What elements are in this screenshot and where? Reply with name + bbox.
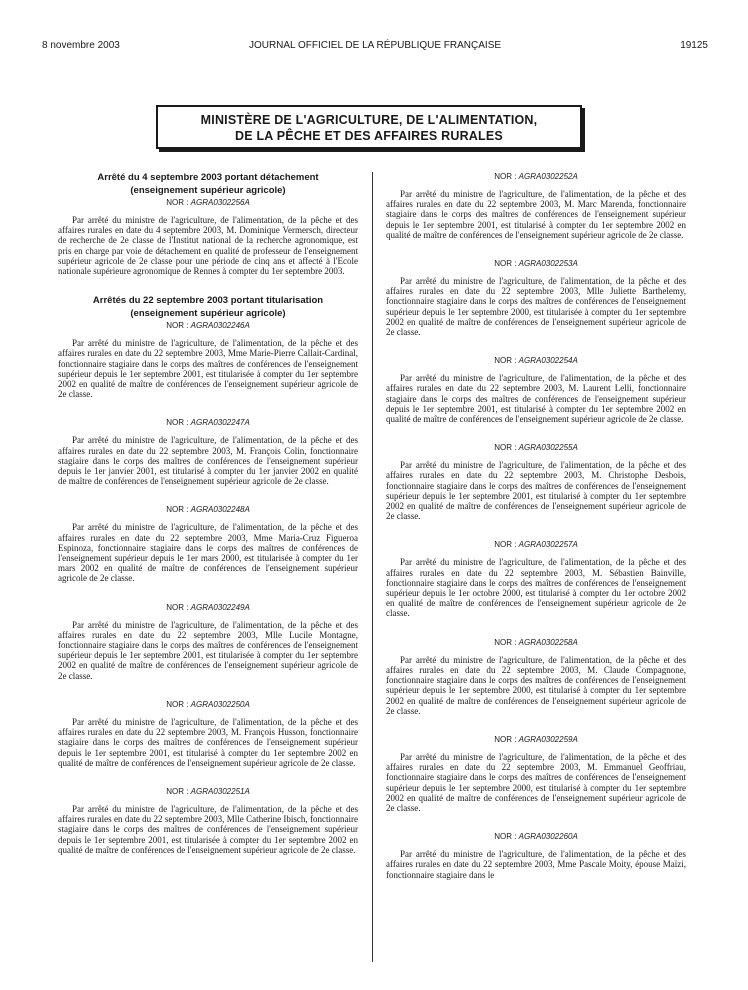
section-subtitle: (enseignement supérieur agricole) [130,308,286,320]
nor-code: AGRA0302259A [518,734,578,744]
nor-code: AGRA0302248A [190,505,250,515]
nor-reference [386,172,686,182]
nor-label: NOR : [166,602,189,612]
nor-code: AGRA0302257A [518,540,578,550]
decree-entry [386,832,686,880]
nor-code: AGRA0302258A [518,637,578,647]
decree-text: Par arrêté du ministre de l'agriculture, de l'alimentation, de la pêche et des affaires rurales en date du 22 septembre 2003, M. Laurent Lelli, fonctionnaire stagiaire dans le corps des maîtres de conférences de l'enseignement supérieur depuis le 1er septembre 2001, est titularisé à compter du 1er septembre 2002 en qualité de maître de conférences de l'enseignement supérieur agricole de 2e classe. [386,373,686,425]
decree-entry [386,540,686,618]
decree-text: Par arrêté du ministre de l'agriculture, de l'alimentation, de la pêche et des affaires rurales en date du 22 septembre 2003, Mme Maria-Cruz Figueroa Espinoza, fonctionnaire stagiaire dans le corps des maîtres de conférences de l'enseignement supérieur depuis le 1er mars 2000, est titularisée à compter du 1er mars 2002 en qualité de maître de conférences de l'enseignement supérieur agricole de 2e classe. [58,522,358,584]
nor-reference [386,832,686,842]
decree-text: Par arrêté du ministre de l'agriculture, de l'alimentation, de la pêche et des affaires rurales en date du 22 septembre 2003, M. Claude Compagnone, fonctionnaire stagiaire dans le corps des maîtres de conférences de l'enseignement supérieur depuis le 1er septembre 2000, est titularisé à compter du 1er septembre 2002 en qualité de maître de conférences de l'enseignement supérieur agricole de 2e classe. [386,654,686,716]
right-column [386,172,686,899]
journal-title: JOURNAL OFFICIEL DE LA RÉPUBLIQUE FRANÇAISE [248,40,502,51]
nor-label: NOR : [494,540,517,550]
nor-code: AGRA0302250A [190,699,250,709]
nor-label: NOR : [494,259,517,269]
ministry-heading-box [156,105,582,149]
nor-label: NOR : [166,699,189,709]
decree-entry [58,787,358,855]
decree-entry [58,505,358,583]
decree-text: Par arrêté du ministre de l'agriculture, de l'alimentation, de la pêche et des affaires rurales en date du 22 septembre 2003, M. François Husson, fonctionnaire stagiaire dans le corps des maîtres de conférences de l'enseignement supérieur depuis le 1er septembre 2001, est titularisé à compter du 1er septembre 2002 en qualité de maître de conférences de l'enseignement supérieur agricole de 2e classe. [58,716,358,768]
nor-label: NOR : [494,443,517,453]
nor-code: AGRA0302256A [190,198,250,207]
decree-entry [386,172,686,240]
nor-label: NOR : [494,172,517,181]
decree-text: Par arrêté du ministre de l'agriculture, de l'alimentation, de la pêche et des affaires rurales en date du 22 septembre 2003, M. Christophe Desbois, fonctionnaire stagiaire dans le corps des maîtres de conférences de l'enseignement supérieur depuis le 1er septembre 2001, est titularisé à compter du 1er septembre 2002 en qualité de maître de conférences de l'enseignement supérieur agricole de 2e classe. [386,460,686,522]
nor-reference [386,356,686,366]
decree-text: Par arrêté du ministre de l'agriculture, de l'alimentation, de la pêche et des affaires rurales en date du 22 septembre 2003, M. Marc Marenda, fonctionnaire stagiaire dans le corps des maîtres de conférences de l'enseignement supérieur depuis le 1er septembre 2001, est titularisé à compter du 1er septembre 2002 en qualité de maître de conférences de l'enseignement supérieur agricole de 2e classe. [386,189,686,240]
decree-entry [386,259,686,337]
ministry-heading-line-1: MINISTÈRE DE L'AGRICULTURE, DE L'ALIMENTATION, [200,113,538,127]
decree-entry [386,735,686,813]
ministry-heading-line-2: DE LA PÊCHE ET DES AFFAIRES RURALES [235,129,503,143]
publication-date: 8 novembre 2003 [42,40,120,51]
left-column [58,172,358,874]
decree-text: Par arrêté du ministre de l'agriculture, de l'alimentation, de la pêche et des affaires rurales en date du 22 septembre 2003, Mme Pascale Moity, épouse Maïzi, fonctionnaire stagiaire dans le [386,849,686,880]
decree-text: Par arrêté du ministre de l'agriculture, de l'alimentation, de la pêche et des affaires rurales en date du 4 septembre 2003, M. Dominique Vermersch, directeur de recherche de 2e classe de l'Institut national de la recherche agronomique, est pris en charge par voie de détachement en qualité de professeur de l'enseignement supérieur agricole de 2e classe pour une période de cinq ans et affecté à l'Ecole nationale supérieure agronomique de Rennes à compter du 1er septembre 2003. [58,215,358,277]
decree-entry [386,443,686,521]
nor-code: AGRA0302252A [518,172,578,181]
page-header [42,40,708,56]
decree-text: Par arrêté du ministre de l'agriculture, de l'alimentation, de la pêche et des affaires rurales en date du 22 septembre 2003, Mlle Catherine Ibisch, fonctionnaire stagiaire dans le corps des maîtres de conférences de l'enseignement supérieur depuis le 1er septembre 2001, est titularisée à compter du 1er septembre 2002 en qualité de maître de conférences de l'enseignement supérieur agricole de 2e classe. [58,803,358,855]
nor-reference [58,321,358,331]
decree-text: Par arrêté du ministre de l'agriculture, de l'alimentation, de la pêche et des affaires rurales en date du 22 septembre 2003, Mlle Juliette Barthelemy, fonctionnaire stagiaire dans le corps des maîtres de conférences de l'enseignement supérieur depuis le 1er septembre 2000, est titularisée à compter du 1er septembre 2002 en qualité de maître de conférences de l'enseignement supérieur agricole de 2e classe. [386,276,686,338]
nor-label: NOR : [166,418,189,428]
nor-code: AGRA0302246A [190,321,250,331]
nor-reference [58,505,358,515]
section-title: Arrêtés du 22 septembre 2003 portant titularisation [92,295,324,307]
nor-label: NOR : [494,356,517,366]
column-divider [372,172,373,962]
decree-entry [58,603,358,681]
nor-reference [58,603,358,613]
decree-text: Par arrêté du ministre de l'agriculture, de l'alimentation, de la pêche et des affaires rurales en date du 22 septembre 2003, M. Emmanuel Geoffriau, fonctionnaire stagiaire dans le corps des maîtres de conférences de l'enseignement supérieur depuis le 1er septembre 2000, est titularisé à compter du 1er septembre 2002 en qualité de maître de conférences de l'enseignement supérieur agricole de 2e classe. [386,751,686,813]
nor-code: AGRA0302254A [518,356,578,366]
nor-code: AGRA0302249A [190,602,250,612]
nor-label: NOR : [494,832,517,842]
nor-reference [386,443,686,453]
nor-reference [386,638,686,648]
decree-entry [386,356,686,424]
decree-text: Par arrêté du ministre de l'agriculture, de l'alimentation, de la pêche et des affaires rurales en date du 22 septembre 2003, Mlle Lucile Montagne, fonctionnaire stagiaire dans le corps des maîtres de conférences de l'enseignement supérieur depuis le 1er septembre 2001, est titularisée à compter du 1er septembre 2002 en qualité de maître de conférences de l'enseignement supérieur agricole de 2e classe. [58,619,358,681]
decree-entry [58,700,358,768]
nor-reference [386,259,686,269]
nor-code: AGRA0302253A [518,259,578,269]
nor-label: NOR : [166,505,189,515]
nor-code: AGRA0302247A [190,418,250,428]
nor-reference [386,735,686,745]
decree-entry [58,418,358,486]
decree-text: Par arrêté du ministre de l'agriculture, de l'alimentation, de la pêche et des affaires rurales en date du 22 septembre 2003, M. Sébastien Bainville, fonctionnaire stagiaire dans le corps des maîtres de conférences de l'enseignement supérieur depuis le 1er octobre 2000, est titularisé à compter du 1er octobre 2002 en qualité de maître de conférences de l'enseignement supérieur agricole de 2e classe. [386,557,686,619]
nor-reference [58,700,358,710]
nor-reference [58,787,358,797]
nor-code: AGRA0302260A [518,832,578,842]
decree-text: Par arrêté du ministre de l'agriculture, de l'alimentation, de la pêche et des affaires rurales en date du 22 septembre 2003, Mme Marie-Pierre Callait-Cardinal, fonctionnaire stagiaire dans le corps des maîtres de conférences de l'enseignement supérieur depuis le 1er septembre 2001, est titularisée à compter du 1er septembre 2002 en qualité de maître de conférences de l'enseignement supérieur agricole de 2e classe. [58,338,358,400]
section-title: Arrêté du 4 septembre 2003 portant détachement [97,172,319,183]
decree-text: Par arrêté du ministre de l'agriculture, de l'alimentation, de la pêche et des affaires rurales en date du 22 septembre 2003, M. François Colin, fonctionnaire stagiaire dans le corps des maîtres de conférences de l'enseignement supérieur depuis le 1er janvier 2001, est titularisé à compter du 1er janvier 2002 en qualité de maître de conférences de l'enseignement supérieur agricole de 2e classe. [58,435,358,487]
nor-code: AGRA0302255A [518,443,578,453]
nor-reference [58,198,358,208]
section-subtitle: (enseignement supérieur agricole) [130,185,286,196]
decree-entry [386,638,686,716]
nor-label: NOR : [494,637,517,647]
nor-label: NOR : [166,321,189,331]
nor-code: AGRA0302251A [190,786,250,796]
decree-entry [58,198,358,276]
nor-label: NOR : [166,198,189,207]
nor-label: NOR : [166,786,189,796]
page-number: 19125 [680,40,708,51]
decree-entry [58,321,358,399]
nor-label: NOR : [494,734,517,744]
nor-reference [58,418,358,428]
nor-reference [386,540,686,550]
